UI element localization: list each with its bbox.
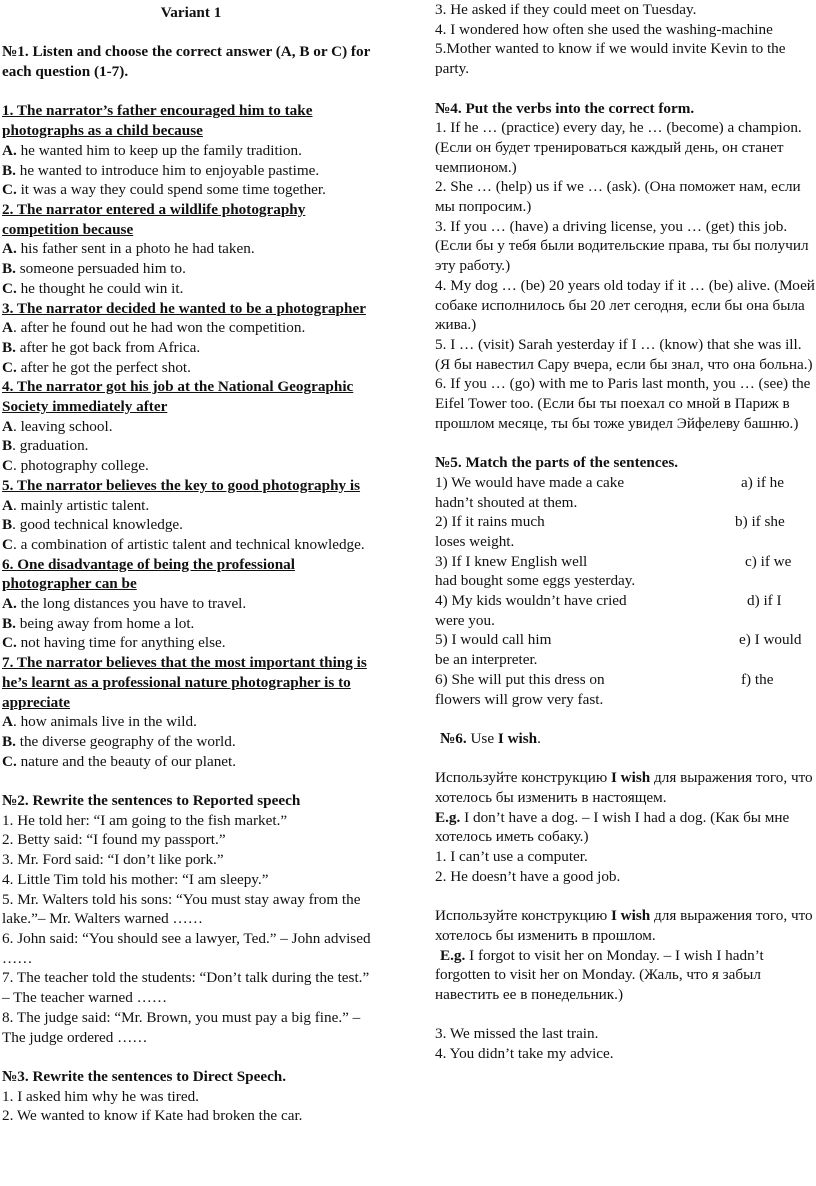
option-text: after he got back from Africa. [15, 338, 201, 356]
task6-title-use: Use [466, 729, 498, 747]
option-text: he wanted to introduce him to enjoyable pastime. [15, 161, 320, 179]
option-text: . after he found out he had won the competition. [12, 319, 306, 337]
task6-present-eg-text: I don’t have a dog. – I wish I had a dog. (Как бы мне хотелось иметь собаку.) [435, 808, 790, 846]
left-column [2, 0, 380, 1126]
question-text: 2. The narrator entered a wildlife photography competition because [2, 201, 306, 238]
question-text: 3. The narrator decided he wanted to be a photographer [2, 299, 366, 317]
verb-form-item: 5. I … (visit) Sarah yesterday if I … (know) that she was ill. (Я бы навестил Сару вчера, если бы знал, что она больна.) [435, 335, 813, 373]
answer-option [2, 180, 380, 200]
option-text: . graduation. [12, 437, 89, 455]
option-letter: A [2, 496, 13, 514]
answer-option [2, 732, 380, 752]
match-right-part: b) if she [735, 513, 785, 531]
match-left-part: 2) If it rains much [435, 513, 545, 531]
direct-speech-item: 3. He asked if they could meet on Tuesday. [435, 1, 697, 18]
match-row [435, 591, 815, 630]
task6-present-intro [435, 768, 815, 807]
verb-form-item: 6. If you … (go) with me to Paris last month, you … (see) the Eifel Tower too. (Если бы ты поехал со мной в Париж в прошлом месяце, ты бы тоже увидел Эйфелеву башню.) [435, 375, 811, 432]
answer-option [2, 338, 380, 358]
match-continuation: hadn’t shouted at them. [435, 493, 578, 511]
option-text: . how animals live in the wild. [12, 713, 197, 731]
direct-speech-item: 4. I wondered how often she used the washing-machine [435, 20, 773, 38]
task4-items [435, 118, 815, 433]
option-letter: A. [2, 595, 17, 613]
match-line [435, 630, 815, 650]
task3-items-left [2, 1087, 380, 1126]
option-text: . leaving school. [12, 417, 113, 435]
option-text: it was a way they could spend some time together. [16, 181, 326, 199]
reported-speech-item: 1. He told her: “I am going to the fish market.” [2, 811, 288, 829]
answer-option [2, 712, 380, 732]
direct-speech-item: 2. We wanted to know if Kate had broken the car. [2, 1107, 303, 1125]
option-letter: B [2, 437, 13, 455]
answer-option [2, 279, 380, 299]
answer-option [2, 594, 380, 614]
reported-speech-item: 2. Betty said: “I found my passport.” [2, 831, 226, 849]
reported-speech-item: 3. Mr. Ford said: “I don’t like pork.” [2, 851, 224, 869]
task6-title [435, 729, 815, 749]
task1-title: №1. Listen and choose the correct answer (A, B or C) for each question (1-7). [2, 43, 371, 81]
verb-form-item: 3. If you … (have) a driving license, you … (get) this job. (Если бы у тебя были водительские права, ты бы получил эту работу.) [435, 217, 809, 275]
option-text: after he got the perfect shot. [16, 358, 191, 376]
option-letter: A. [2, 240, 17, 258]
match-line [435, 552, 815, 572]
match-row [435, 670, 815, 709]
match-line [435, 591, 815, 611]
question-text: 5. The narrator believes the key to good photography is [2, 476, 361, 494]
option-letter: B. [2, 260, 16, 278]
direct-speech-item: 1. I asked him why he was tired. [2, 1087, 199, 1105]
answer-option [2, 318, 380, 338]
reported-speech-item: 8. The judge said: “Mr. Brown, you must pay a big fine.” – The judge ordered …… [2, 1008, 361, 1046]
option-text: his father sent in a photo he had taken. [16, 240, 255, 258]
answer-option [2, 752, 380, 772]
task6-present-items [435, 847, 815, 886]
option-letter: C. [2, 181, 17, 199]
variant-title: Variant 1 [160, 4, 222, 21]
match-right-part: d) if I [747, 592, 782, 610]
task6-past-intro-a: Используйте конструкцию [435, 907, 611, 925]
task6-present-example [435, 808, 815, 847]
match-line [435, 512, 815, 532]
answer-option [2, 456, 380, 476]
match-continuation: had bought some eggs yesterday. [435, 572, 636, 590]
match-right-part: a) if he [741, 473, 785, 491]
option-letter: C. [2, 358, 17, 376]
task2-title: №2. Rewrite the sentences to Reported speech [2, 792, 301, 810]
wish-item: 4. You didn’t take my advice. [435, 1045, 614, 1063]
answer-option [2, 417, 380, 437]
right-column [435, 0, 815, 1064]
match-right-part: e) I would [739, 631, 802, 649]
match-right-part: f) the [741, 670, 774, 688]
option-letter: B. [2, 732, 16, 750]
task6-past-intro [435, 906, 815, 945]
verb-form-item: 2. She … (help) us if we … (ask). (Она поможет нам, если мы попросим.) [435, 178, 801, 216]
task6-present-eg-label: E.g. [435, 808, 461, 826]
answer-option [2, 535, 380, 555]
answer-option [2, 436, 380, 456]
option-letter: A [2, 713, 13, 731]
match-line [435, 473, 815, 493]
option-letter: C. [2, 752, 17, 770]
task3-title: №3. Rewrite the sentences to Direct Speech. [2, 1067, 287, 1085]
option-text: . good technical knowledge. [12, 516, 183, 534]
match-left-part: 1) We would have made a cake [435, 473, 625, 491]
reported-speech-item: 4. Little Tim told his mother: “I am sleepy.” [2, 870, 269, 888]
match-row [435, 512, 815, 551]
task6-title-num: №6. [440, 729, 467, 747]
match-left-part: 5) I would call him [435, 631, 552, 649]
task1-questions [2, 101, 380, 771]
match-row [435, 552, 815, 591]
option-text: . photography college. [12, 457, 149, 475]
match-row [435, 630, 815, 669]
answer-option [2, 614, 380, 634]
match-row [435, 473, 815, 512]
option-text: the diverse geography of the world. [15, 732, 236, 750]
option-letter: C [2, 457, 13, 475]
task5-rows [435, 473, 815, 709]
option-text: being away from home a lot. [15, 614, 195, 632]
option-text: he wanted him to keep up the family tradition. [16, 141, 302, 159]
question-text: 7. The narrator believes that the most important thing is he’s learnt as a professional nature photographer is to appreciate [2, 654, 367, 711]
option-letter: A. [2, 141, 17, 159]
verb-form-item: 4. My dog … (be) 20 years old today if it … (be) alive. (Моей собаке исполнилось бы 20 лет сегодня, если бы она была жива.) [435, 276, 815, 334]
option-letter: B [2, 516, 13, 534]
match-continuation: flowers will grow very fast. [435, 690, 604, 708]
answer-option [2, 515, 380, 535]
answer-option [2, 141, 380, 161]
match-left-part: 6) She will put this dress on [435, 670, 605, 688]
option-text: the long distances you have to travel. [16, 595, 247, 613]
answer-option [2, 496, 380, 516]
task6-title-end: . [537, 729, 541, 747]
option-text: . mainly artistic talent. [12, 496, 150, 514]
reported-speech-item: 6. John said: “You should see a lawyer, Ted.” – John advised …… [2, 930, 371, 967]
task2-items [2, 811, 380, 1047]
option-text: he thought he could win it. [16, 279, 184, 297]
task3-items-right [435, 0, 815, 79]
reported-speech-item: 5. Mr. Walters told his sons: “You must stay away from the lake.”– Mr. Walters warned …… [2, 890, 361, 928]
task4-title: №4. Put the verbs into the correct form. [435, 99, 695, 117]
option-text: someone persuaded him to. [15, 260, 186, 278]
option-letter: C. [2, 634, 17, 652]
task6-past-example [435, 946, 815, 1005]
match-left-part: 3) If I knew English well [435, 552, 588, 570]
task6-past-intro-b: I wish [610, 907, 651, 925]
reported-speech-item: 7. The teacher told the students: “Don’t talk during the test.” – The teacher warned …… [2, 969, 370, 1007]
task6-title-bold: I wish [497, 729, 538, 747]
task5-title: №5. Match the parts of the sentences. [435, 454, 679, 472]
task6-present-intro-c: для выражения того, что хотелось бы изменить в настоящем. [435, 769, 813, 807]
verb-form-item: 1. If he … (practice) every day, he … (become) a champion. (Если он будет тренироваться каждый день, он станет чемпионом.) [435, 119, 802, 176]
task6-past-intro-c: для выражения того, что хотелось бы изменить в прошлом. [435, 907, 813, 944]
task6-past-items [435, 1024, 815, 1063]
question-text: 4. The narrator got his job at the National Geographic Society immediately after [2, 378, 354, 416]
answer-option [2, 239, 380, 259]
wish-item: 3. We missed the last train. [435, 1025, 599, 1043]
option-letter: C [2, 535, 13, 553]
match-continuation: were you. [435, 611, 495, 629]
option-text: not having time for anything else. [16, 634, 226, 652]
option-letter: A [2, 319, 13, 337]
task6-past-eg-text: I forgot to visit her on Monday. – I wish I hadn’t forgotten to visit her on Monday. (Жаль, что я забыл навестить ее в понедельник.) [435, 946, 764, 1004]
match-right-part: c) if we [745, 552, 792, 570]
option-text: nature and the beauty of our planet. [16, 752, 237, 770]
match-continuation: be an interpreter. [435, 651, 538, 669]
match-continuation: loses weight. [435, 532, 515, 550]
option-letter: C. [2, 279, 17, 297]
answer-option [2, 161, 380, 181]
match-left-part: 4) My kids wouldn’t have cried [435, 592, 627, 610]
answer-option [2, 358, 380, 378]
match-line [435, 670, 815, 690]
question-text: 6. One disadvantage of being the professional photographer can be [2, 555, 295, 593]
wish-item: 2. He doesn’t have a good job. [435, 867, 621, 885]
question-text: 1. The narrator’s father encouraged him to take photographs as a child because [2, 102, 313, 140]
answer-option [2, 633, 380, 653]
direct-speech-item: 5.Mother wanted to know if we would invite Kevin to the party. [435, 40, 786, 78]
option-text: . a combination of artistic talent and technical knowledge. [12, 535, 365, 553]
task6-present-intro-b: I wish [610, 769, 651, 787]
wish-item: 1. I can’t use a computer. [435, 848, 588, 866]
option-letter: B. [2, 614, 16, 632]
option-letter: B. [2, 161, 16, 179]
task6-present-intro-a: Используйте конструкцию [435, 769, 611, 787]
answer-option [2, 259, 380, 279]
option-letter: A [2, 417, 13, 435]
task6-past-eg-label: E.g. [440, 946, 466, 964]
option-letter: B. [2, 338, 16, 356]
